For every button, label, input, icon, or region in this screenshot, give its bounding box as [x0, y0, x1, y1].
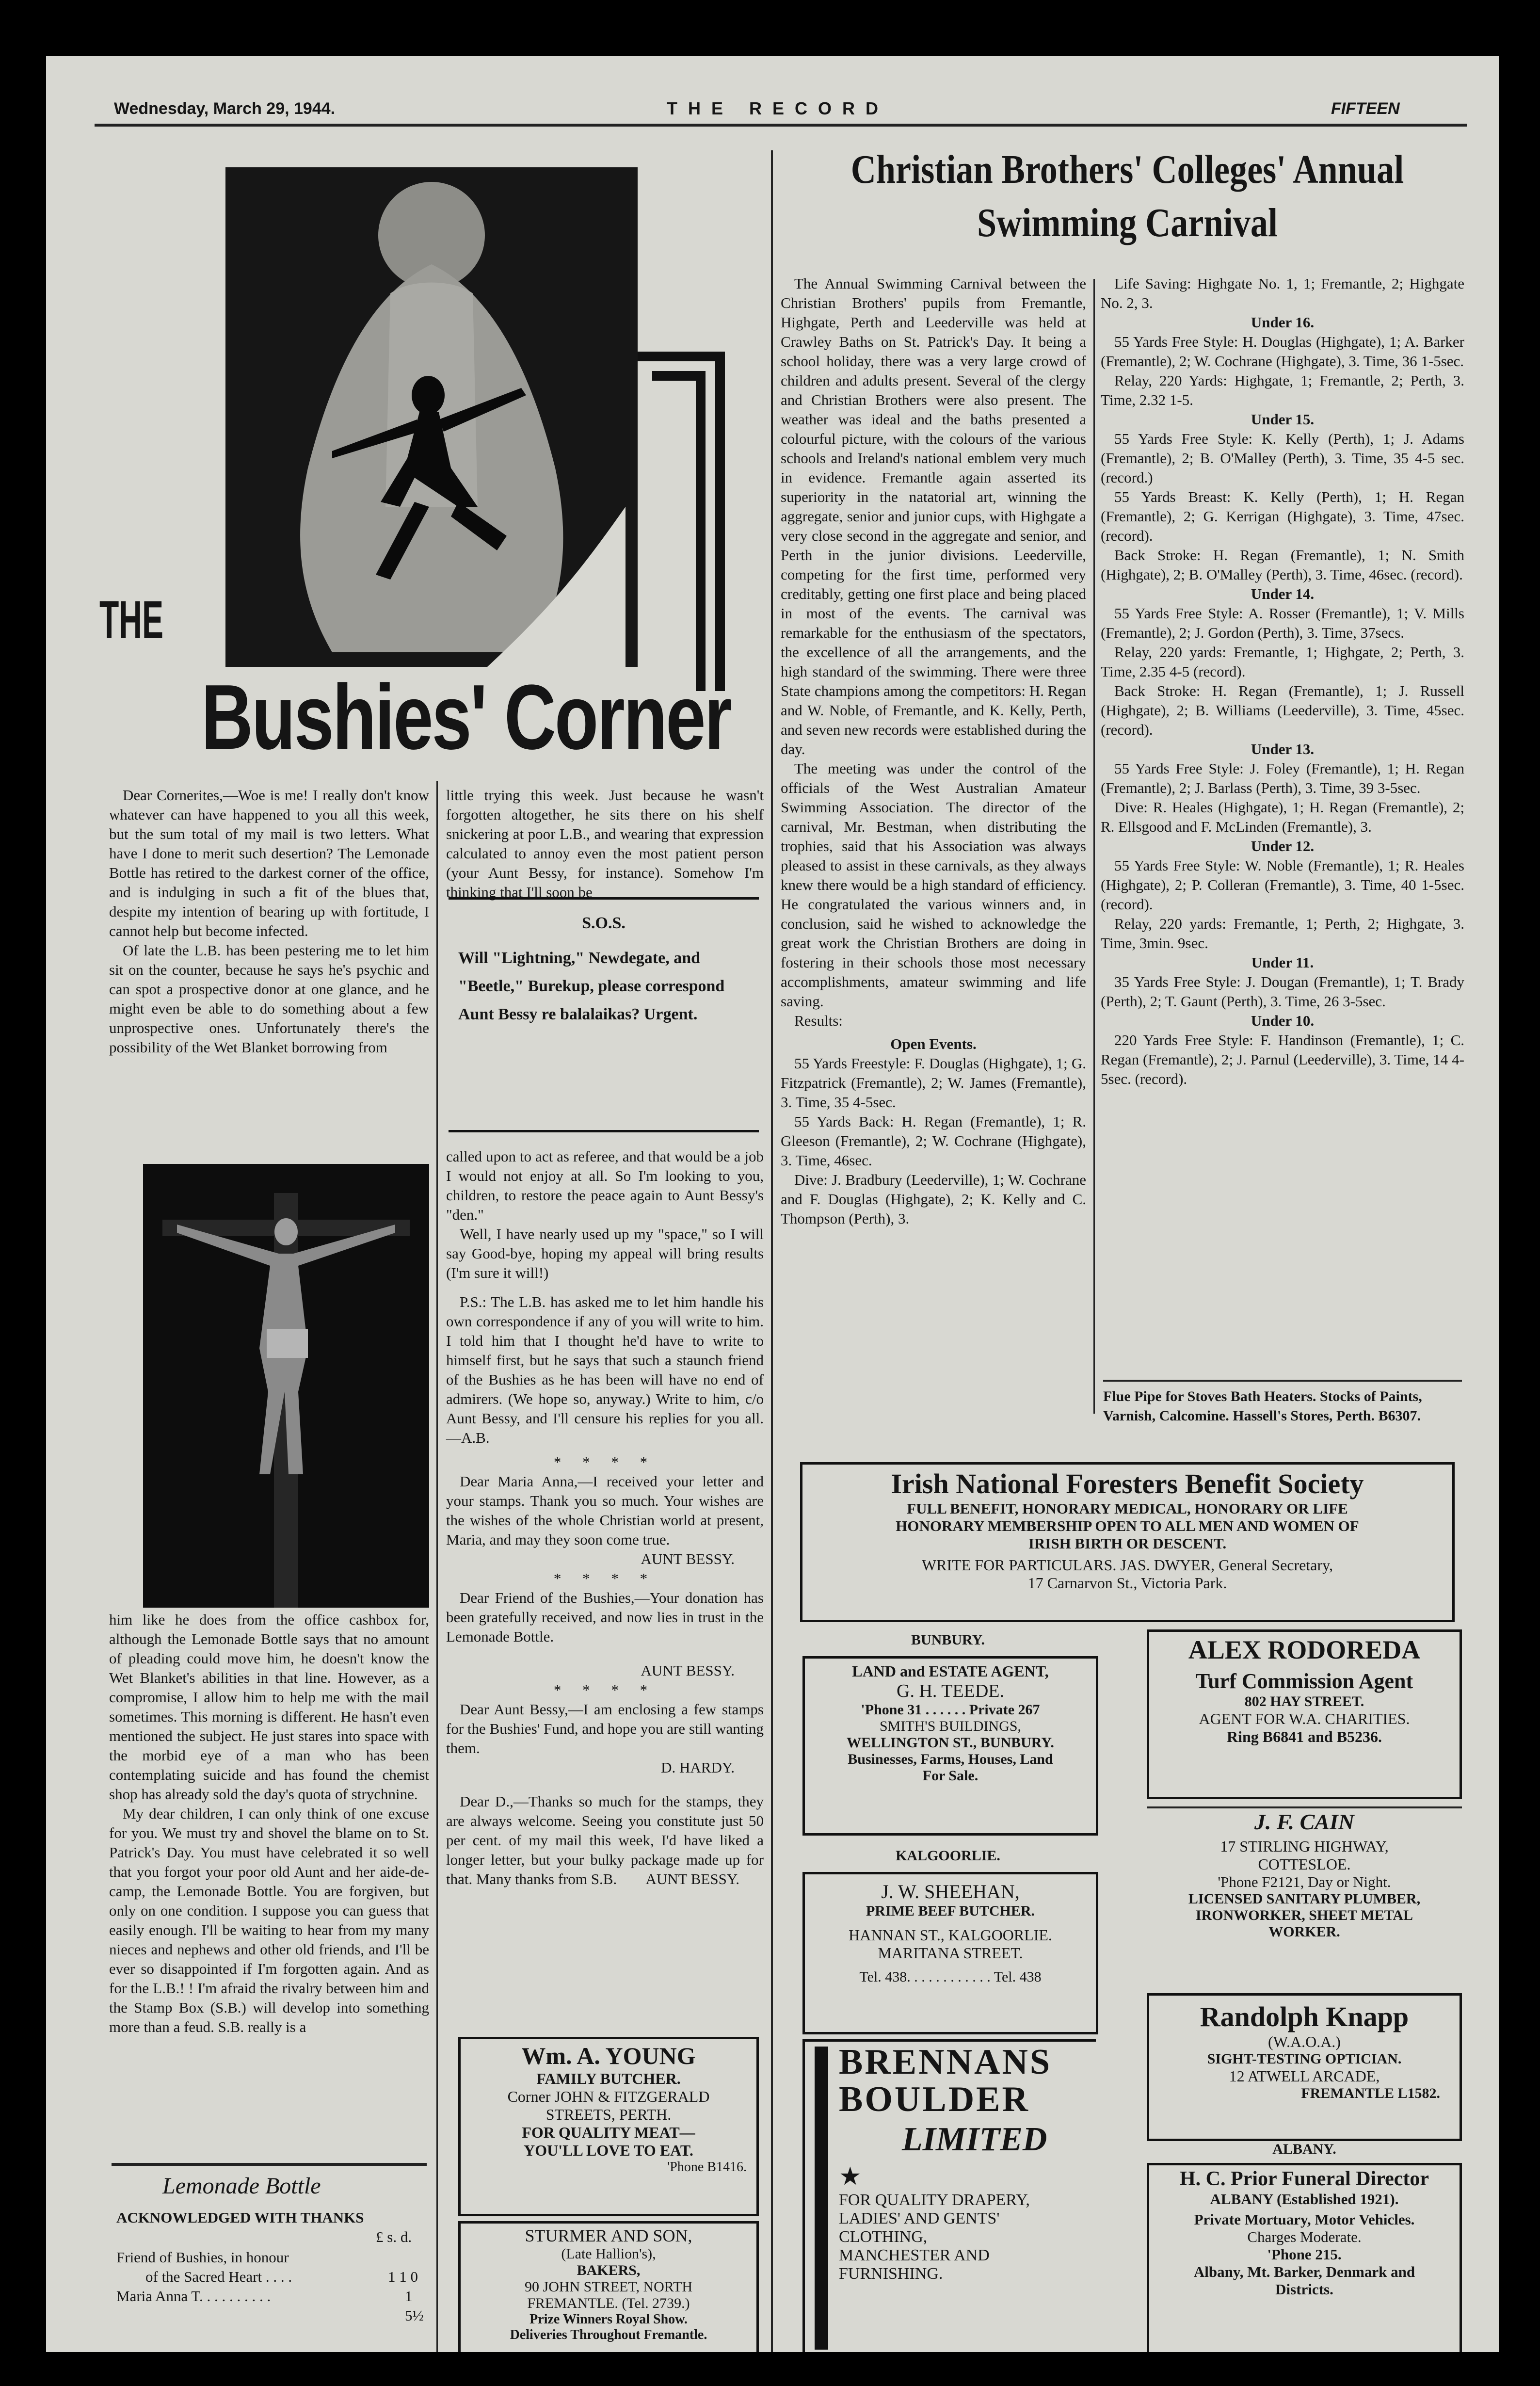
divider — [1147, 1806, 1462, 1808]
ad-line: J. W. SHEEHAN, — [881, 1881, 1020, 1902]
donation-row — [116, 2287, 432, 2324]
section-heading: Under 14. — [1251, 585, 1315, 602]
result: Relay, 220 yards: Fremantle, 1; Highgate, 2; Perth, 3. Time, 2.35 4-5 (record). — [1101, 644, 1464, 680]
sos-title: S.O.S. — [582, 914, 626, 932]
page-number: FIFTEEN — [1331, 99, 1400, 118]
ad-title: Randolph Knapp — [1200, 2001, 1409, 2032]
ad-prior-funeral — [1147, 2163, 1462, 2352]
column-rule — [771, 150, 773, 2352]
result: 35 Yards Free Style: J. Dougan (Fremantle), 1; T. Brady (Perth), 2; T. Gaunt (Perth), 3. Time, 26 3-5sec. — [1101, 973, 1464, 1010]
result: 55 Yards Breast: K. Kelly (Perth), 1; H. Regan (Fremantle), 2; G. Kerrigan (Highgate), 3. Time, 47sec. (record). — [1101, 488, 1464, 544]
result: 55 Yards Free Style: A. Rosser (Fremantle), 1; V. Mills (Fremantle), 2; J. Gordon (Perth), 3. Time, 37secs. — [1101, 605, 1464, 641]
paragraph: called upon to act as referee, and that would be a job I would not enjoy at all. So I'm looking to you, children, to restore the peace again to Aunt Bessy's "den." — [446, 1148, 764, 1223]
section-heading: Under 12. — [1251, 838, 1315, 854]
result: Dive: J. Bradbury (Leederville), 1; W. Cochrane and F. Douglas (Highgate), 2; K. Kelly and C. Thompson (Perth), 3. — [781, 1171, 1086, 1227]
ad-line: COTTESLOE. — [1258, 1855, 1351, 1873]
ad-title: BOULDER — [839, 2080, 1030, 2119]
bushies-column-1-top — [109, 786, 429, 1057]
ad-line: HANNAN ST., KALGOORLIE. — [849, 1926, 1052, 1944]
donation-row — [116, 2248, 432, 2287]
newspaper-page — [46, 56, 1499, 2352]
ad-line: For Sale. — [922, 1768, 979, 1784]
ad-brennans-brace — [815, 2047, 828, 2350]
results-label: Results: — [794, 1012, 843, 1029]
ad-line: (Late Hallion's), — [561, 2246, 656, 2262]
ad-line: Deliveries Throughout Fremantle. — [510, 2327, 707, 2342]
result: 55 Yards Free Style: W. Noble (Fremantle), 1; R. Heales (Highgate), 2; P. Colleran (Fremantle), 3. Time, 40 1-5sec. (record). — [1101, 857, 1464, 913]
divider — [1103, 1380, 1462, 1382]
section-heading: Open Events. — [890, 1035, 977, 1052]
ad-line: G. H. TEEDE. — [897, 1681, 1004, 1701]
section-heading: Under 15. — [1251, 411, 1315, 428]
ad-line: Tel. 438. . . . . . . . . . . . Tel. 438 — [859, 1969, 1042, 1985]
ad-line: STURMER AND SON, — [525, 2226, 692, 2245]
paragraph: little trying this week. Just because he wasn't forgotten altogether, he sits there on his shelf snickering at poor L.B., and wearing that expression calculated to annoy even the most patient person (your Aunt Bessy, for instance). Somehow I'm thinking that I'll soon be — [446, 787, 764, 901]
ad-line: MARITANA STREET. — [878, 1944, 1023, 1962]
ad-line: WRITE FOR PARTICULARS. JAS. DWYER, General Secretary, — [921, 1556, 1333, 1574]
ad-line: 17 Carnarvon St., Victoria Park. — [1027, 1574, 1227, 1592]
dancing-figure-illustration — [187, 167, 732, 691]
ad-line: 'Phone 215. — [1267, 2246, 1342, 2263]
signature: AUNT BESSY. — [645, 1870, 739, 1887]
ad-line: LICENSED SANITARY PLUMBER, — [1188, 1891, 1421, 1907]
ad-line: Corner JOHN & FITZGERALD — [507, 2088, 710, 2105]
ad-line: STREETS, PERTH. — [545, 2106, 672, 2123]
ad-line: Districts. — [1275, 2281, 1333, 2298]
signature: AUNT BESSY. — [641, 1662, 735, 1679]
carnival-column-2 — [1101, 274, 1464, 1089]
masthead-rule — [95, 124, 1467, 127]
ad-title: J. F. CAIN — [1254, 1809, 1355, 1834]
star-icon: ★ — [839, 2163, 862, 2191]
ad-line: FOR QUALITY MEAT— — [522, 2124, 695, 2141]
ad-line: YOU'LL LOVE TO EAT. — [524, 2142, 693, 2159]
donor-name: Maria Anna T. . . . . . . . . . — [116, 2288, 271, 2305]
ad-title: LIMITED — [902, 2121, 1047, 2158]
paragraph: Well, I have nearly used up my "space," so I will say Good-bye, hoping my appeal will bring results (I'm sure it will!) — [446, 1225, 764, 1281]
ad-title: Irish National Foresters Benefit Society — [891, 1468, 1364, 1499]
ad-line: 'Phone B1416. — [667, 2160, 747, 2175]
paragraph: Of late the L.B. has been pestering me to let him sit on the counter, because he says he's psychic and can spot a prospective donor at one glance, and he might even be able to do something about a few unprospective ones. Unfortunately there's the possibility of the Wet Blanket borrowing from — [109, 942, 429, 1056]
lemonade-title: Lemonade Bottle — [162, 2173, 321, 2199]
ad-line: FOR QUALITY DRAPERY, — [839, 2191, 1030, 2209]
donation-amount: 1 1 0 — [388, 2268, 418, 2285]
column-rule — [436, 781, 438, 2352]
paragraph: Dear Cornerites,—Woe is me! I really don't know whatever can have happened to you all this week, but the sum total of my mail is two letters. What have I done to merit such desertion? The Lemonade Bottle has retired to the darkest corner of the office, and is indulging in such a fit of the blues that, despite my intention of bearing up with fortitude, I cannot help but become infected. — [109, 787, 429, 939]
section-heading: Under 10. — [1251, 1012, 1315, 1029]
bushies-column-2-bottom — [446, 1147, 764, 1889]
ad-line: WELLINGTON ST., BUNBURY. — [847, 1735, 1054, 1751]
bushies-column-2-top — [446, 786, 764, 902]
ad-line: LAND and ESTATE AGENT, — [852, 1662, 1049, 1680]
result: Back Stroke: H. Regan (Fremantle), 1; J. Russell (Highgate), 2; B. Williams (Leederville), 3. Time, 45sec. (record). — [1101, 682, 1464, 738]
paragraph: The meeting was under the control of the officials of the West Australian Amateur Swimming Association. The director of the carnival, Mr. Bestman, when distributing the trophies, said that his Association was always pleased to assist in these carnivals, as they always knew there would be a high standard of efficiency. He congratulated the various winners and, in conclusion, said he wished to acknowledge the great work the Christian Brothers are doing in fostering in their schools those most necessary accomplishments, amateur swimming and life saving. — [781, 760, 1086, 1010]
ad-line: SIGHT-TESTING OPTICIAN. — [1207, 2051, 1402, 2067]
result: Relay, 220 yards: Fremantle, 1; Perth, 2; Highgate, 3. Time, 3min. 9sec. — [1101, 915, 1464, 951]
ad-line: WORKER. — [1268, 1924, 1340, 1940]
donor-name-cont: of the Sacred Heart . . . . — [145, 2268, 292, 2285]
ad-line: AGENT FOR W.A. CHARITIES. — [1199, 1710, 1410, 1727]
ad-line: 802 HAY STREET. — [1244, 1693, 1364, 1709]
ad-rodoreda — [1147, 1629, 1462, 1799]
ad-line: MANCHESTER AND — [839, 2246, 990, 2264]
signature: AUNT BESSY. — [641, 1550, 735, 1567]
ad-line: 12 ATWELL ARCADE, — [1229, 2067, 1380, 2085]
ad-line: Charges Moderate. — [1247, 2228, 1362, 2245]
ad-line: FULL BENEFIT, HONORARY MEDICAL, HONORARY OR LIFE — [907, 1500, 1348, 1517]
ad-line: LADIES' AND GENTS' — [839, 2209, 1000, 2227]
sos-box — [449, 897, 759, 1132]
ad-line: PRIME BEEF BUTCHER. — [866, 1903, 1035, 1919]
section-heading: Under 11. — [1251, 954, 1314, 971]
paragraph: Dear Maria Anna,—I received your letter and your stamps. Thank you so much. Your wishes are the wishes of the whole Christian world at present, Maria, and may they soon come true. — [446, 1473, 764, 1548]
carnival-title-line: Swimming Carnival — [977, 200, 1278, 245]
paragraph: The Annual Swimming Carnival between the Christian Brothers' pupils from Fremantle, Highgate, Perth and Leederville was held at Crawley Baths on St. Patrick's Day. It being a school holiday, there was a very large crowd of children and adults present. Several of the clergy and Christian Brothers were also present. The weather was ideal and the baths presented a colourful picture, with the colours of the various schools and Ireland's national emblem very much in evidence. Fremantle again asserted its superiority in the natatorial art, winning the aggregate, senior and junior cups, with Highgate a very close second in the aggregate and senior, and Perth in the junior divisions. Leederville, competing for the first time, performed very creditably, getting one first place and being placed in most of the events. The carnival was remarkable for the enthusiasm of the spectators, the excellence of all the arrangements, and the high standard of the swimming. There were three State champions among the competitors: H. Regan and W. Noble, of Fremantle, and K. Kelly, Perth, and seven new records were established during the day. — [781, 275, 1086, 758]
result: Back Stroke: H. Regan (Fremantle), 1; N. Smith (Highgate), 2; B. O'Malley (Perth), 3. Time, 46sec. (record). — [1101, 547, 1464, 583]
ad-line: Prize Winners Royal Show. — [529, 2312, 688, 2327]
paragraph: P.S.: The L.B. has asked me to let him handle his own correspondence if any of you will write to him. I told him that I thought he'd have to write to himself first, but he says that such a staunch friend of the Bushies as he has been will have no end of admirers. (We hope so, anyway.) Write to him, c/o Aunt Bessy, and I'll censure his replies for you all.—A.B. — [446, 1293, 764, 1446]
ad-line: IRONWORKER, SHEET METAL — [1195, 1907, 1413, 1923]
result: Life Saving: Highgate No. 1, 1; Fremantle, 2; Highgate No. 2, 3. — [1101, 275, 1464, 311]
ad-line: 90 JOHN STREET, NORTH — [525, 2279, 692, 2295]
separator-stars: * * * * — [553, 1453, 657, 1470]
divider — [112, 2163, 427, 2166]
ad-line: 'Phone F2121, Day or Night. — [1218, 1873, 1391, 1890]
result: 55 Yards Back: H. Regan (Fremantle), 1; R. Gleeson (Fremantle), 2; W. Cochrane (Highgate), 3. Time, 46sec. — [781, 1113, 1086, 1169]
hassells-notice: Flue Pipe for Stoves Bath Heaters. Stocks of Paints, Varnish, Calcomine. Hassell's Stores, Perth. B6307. — [1103, 1388, 1422, 1424]
ad-line: CLOTHING, — [839, 2228, 928, 2246]
ad-title: ALEX RODOREDA — [1188, 1635, 1421, 1664]
result: 220 Yards Free Style: F. Handinson (Fremantle), 1; C. Regan (Fremantle), 2; J. Parnul (Leederville), 3. Time, 14 4-5sec. (record). — [1101, 1032, 1464, 1087]
ad-brennans-boulder — [802, 2039, 1096, 2352]
region-label-kalgoorlie: KALGOORLIE. — [896, 1848, 1000, 1864]
ad-sheehan-butcher — [802, 1872, 1098, 2034]
carnival-title — [827, 143, 1428, 250]
ad-line: SMITH'S BUILDINGS, — [879, 1718, 1022, 1734]
ad-line: 'Phone 31 . . . . . . Private 267 — [861, 1702, 1040, 1718]
paper-name: THE RECORD — [667, 98, 889, 118]
issue-date: Wednesday, March 29, 1944. — [114, 99, 336, 118]
carnival-column-1 — [781, 274, 1086, 1228]
ad-sturmer-bakers — [458, 2221, 759, 2352]
ad-young-butcher — [458, 2037, 759, 2216]
ad-line: Businesses, Farms, Houses, Land — [848, 1751, 1053, 1767]
signature: D. HARDY. — [661, 1759, 735, 1776]
ad-line: Wm. A. YOUNG — [521, 2042, 696, 2069]
paragraph: My dear children, I can only think of one excuse for you. We must try and shovel the blame on to St. Patrick's Day. You must have celebrated it so well that you forgot your poor old Aunt and her aide-de-camp, the Lemonade Bottle. You are forgiven, but only on one condition. I suppose you can guess that easily enough. I'll be waiting to hear from my many nieces and nephews and other old friends, and I'll be ever so disappointed if I'm forgotten again. And as for the L.B.! ! I'm afraid the rivalry between him and the Stamp Box (S.B.) will develop into something more than a feud. S.B. really is a — [109, 1805, 429, 2035]
ad-line: FREMANTLE L1582. — [1301, 2085, 1440, 2101]
separator-stars: * * * * — [553, 1681, 657, 1698]
ad-line: IRISH BIRTH OR DESCENT. — [1028, 1535, 1227, 1552]
carnival-title-line: Christian Brothers' Colleges' Annual — [850, 147, 1404, 192]
bushies-column-1-bottom — [109, 1610, 429, 2037]
ad-line: FURNISHING. — [839, 2265, 943, 2283]
result: 55 Yards Free Style: K. Kelly (Perth), 1; J. Adams (Fremantle), 2; B. O'Malley (Perth), 3. Time, 35 4-5 sec. (record.) — [1101, 430, 1464, 486]
ad-line: ALBANY (Established 1921). — [1210, 2191, 1399, 2208]
donor-name: Friend of Bushies, in honour — [116, 2249, 289, 2266]
section-heading: Under 16. — [1251, 314, 1315, 331]
ad-line: BAKERS, — [577, 2262, 641, 2278]
result: Dive: R. Heales (Highgate), 1; H. Regan (Fremantle), 2; R. Ellsgood and F. McLinden (Fremantle), 3. — [1101, 799, 1464, 835]
bushies-title: Bushies' Corner — [201, 666, 731, 769]
crucifix-photo — [143, 1164, 429, 1608]
result: 55 Yards Free Style: H. Douglas (Highgate), 1; A. Barker (Fremantle), 2; W. Cochrane (Highgate), 3. Time, 36 1-5sec. — [1101, 333, 1464, 370]
paragraph: him like he does from the office cashbox for, although the Lemonade Bottle says that no amount of pleading could move him, he doesn't know the Wet Blanket's abilities in that line. However, as a compromise, I allow him to help me with the mail sometimes. This morning is different. He hasn't even mentioned the subject. He just stares into space with the morbid eye of a man who has been contemplating suicide and has found the chemist shop has already sold the day's quota of strychnine. — [109, 1611, 429, 1803]
ad-teede-land-agent — [802, 1656, 1098, 1836]
paragraph: Dear Friend of the Bushies,—Your donation has been gratefully received, and now lies in trust in the Lemonade Bottle. — [446, 1589, 764, 1645]
ad-line: FREMANTLE. (Tel. 2739.) — [527, 2295, 690, 2311]
ad-line: Ring B6841 and B5236. — [1226, 1728, 1382, 1745]
paragraph: Dear Aunt Bessy,—I am enclosing a few stamps for the Bushies' Fund, and hope you are still wanting them. — [446, 1701, 764, 1757]
result: 55 Yards Free Style: J. Foley (Fremantle), 1; H. Regan (Fremantle), 2; J. Barlass (Perth), 3. Time, 39 3-5sec. — [1101, 760, 1464, 796]
ad-line: 17 STIRLING HIGHWAY, — [1220, 1838, 1389, 1855]
ad-line: Albany, Mt. Barker, Denmark and — [1193, 2263, 1415, 2280]
ad-line: (W.A.O.A.) — [1268, 2033, 1341, 2050]
ad-line: Private Mortuary, Motor Vehicles. — [1194, 2211, 1415, 2228]
result: Relay, 220 Yards: Highgate, 1; Fremantle, 2; Perth, 3. Time, 2.32 1-5. — [1101, 372, 1464, 408]
lemonade-subtitle: ACKNOWLEDGED WITH THANKS — [116, 2209, 364, 2226]
donation-amount: 1 5½ — [405, 2288, 424, 2324]
ad-irish-foresters — [800, 1462, 1455, 1622]
section-heading: Under 13. — [1251, 741, 1315, 758]
column-rule — [1093, 279, 1095, 1414]
ad-line: Turf Commission Agent — [1195, 1669, 1413, 1693]
ad-knapp-optician — [1147, 1993, 1462, 2141]
sos-text: Will "Lightning," Newdegate, and "Beetle," Burekup, please correspond Aunt Bessy re balalaikas? Urgent. — [458, 949, 725, 1023]
currency-header: £ s. d. — [376, 2228, 412, 2245]
ad-line: HONORARY MEMBERSHIP OPEN TO ALL MEN AND WOMEN OF — [896, 1517, 1359, 1534]
separator-stars: * * * * — [553, 1570, 657, 1587]
paragraph: Dear D.,—Thanks so much for the stamps, they are always welcome. Seeing you constitute just 50 per cent. of my mail this week, I'd have liked a longer letter, but your bulky package made up for that. Many thanks from S.B. — [446, 1793, 764, 1887]
region-label-albany: ALBANY. — [1272, 2141, 1336, 2157]
ad-line: FAMILY BUTCHER. — [536, 2070, 681, 2087]
result: 55 Yards Freestyle: F. Douglas (Highgate), 1; G. Fitzpatrick (Fremantle), 2; W. James (Fremantle), 3. Time, 35 4-5sec. — [781, 1055, 1086, 1111]
ad-title: BRENNANS — [839, 2042, 1052, 2082]
ad-title: H. C. Prior Funeral Director — [1180, 2168, 1429, 2190]
bushies-title-small: THE — [99, 590, 163, 650]
ad-cain-plumber — [1147, 1809, 1462, 1940]
region-label-bunbury: BUNBURY. — [911, 1632, 985, 1648]
